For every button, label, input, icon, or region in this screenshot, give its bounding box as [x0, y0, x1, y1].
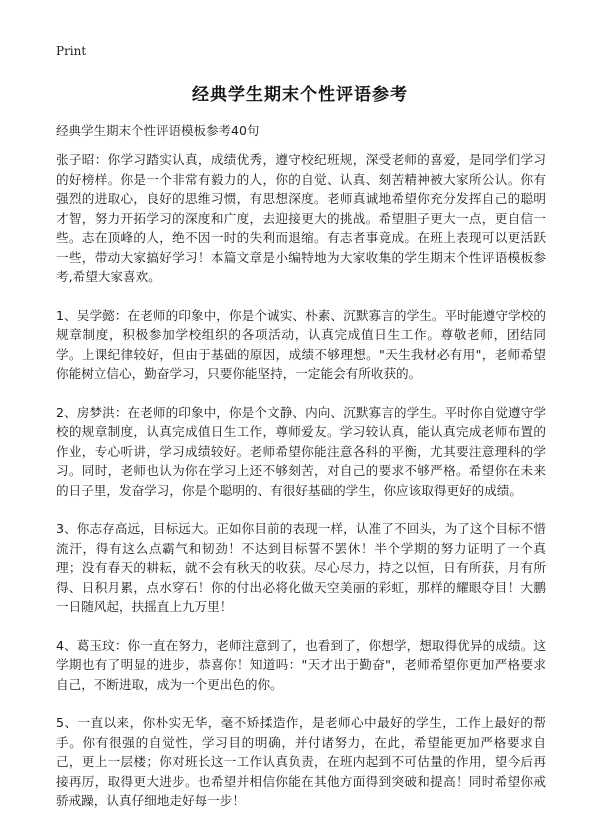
paragraph-4: 4、葛玉玟：你一直在努力，老师注意到了，也看到了，你想学，想取得优异的成绩。这学期也有了明显的进步，恭喜你！知道吗："天才出于勤奋"，老师希望你更加严格要求自己，不断进取，成为一个更出色的你。 — [56, 637, 546, 692]
paragraph-2: 2、房梦洪：在老师的印象中，你是个文静、内向、沉默寡言的学生。平时你自觉遵守学校的规章制度，认真完成值日生工作，尊师爱友。学习较认真，能认真完成老师布置的作业，专心听讲，学习成绩较好。老师希望你能注意各科的平衡，尤其要注意理科的学习。同时，老师也认为你在学习上还不够刻苦，对自己的要求不够严格。希望你在未来的日子里，发奋学习，你是个聪明的、有很好基础的学生，你应该取得更好的成绩。 — [56, 404, 546, 498]
paragraph-5: 5、一直以来，你朴实无华，毫不矫揉造作，是老师心中最好的学生，工作上最好的帮手。你有很强的自觉性，学习目的明确，并付诸努力，在此，希望能更加严格要求自己，更上一层楼；你对班长这一工作认真负责，在班内起到不可估量的作用，望今后再接再厉，取得更大进步。也希望并相信你能在其他方面得到突破和提高！同时希望你戒骄戒躁，认真仔细地走好每一步！ — [56, 715, 546, 808]
page-title: 经典学生期末个性评语参考 — [192, 85, 408, 105]
article-body — [56, 150, 546, 830]
paragraph-1: 1、吴学懿：在老师的印象中，你是个诚实、朴素、沉默寡言的学生。平时能遵守学校的规章制度，积极参加学校组织的各项活动，认真完成值日生工作。尊敬老师，团结同学。上课纪律较好，但由于基础的原因，成绩不够理想。"天生我材必有用"，老师希望你能树立信心，勤奋学习，只要你能坚持，一定能会有所收获的。 — [56, 307, 546, 381]
paragraph-3: 3、你志存高远，目标远大。正如你目前的表现一样，认准了不回头，为了这个目标不惜流汗，得有这么点霸气和韧劲！不达到目标誓不罢休！半个学期的努力证明了一个真理；没有春天的耕耘，就不会有秋天的收获。尽心尽力，持之以恒，日有所获，月有所得、日积月累，点水穿石！你的付出必将化做天空美丽的彩虹，那样的耀眼夺目！大鹏一日随风起，扶摇直上九万里！ — [56, 521, 546, 614]
print-link[interactable]: Print — [56, 44, 87, 58]
paragraph-intro: 张子昭：你学习踏实认真，成绩优秀，遵守校纪班规，深受老师的喜爱，是同学们学习的好榜样。你是一个非常有毅力的人，你的自觉、认真、刻苦精神被大家所公认。你有强烈的进取心，良好的思维习惯，有思想深度。老师真诚地希望你充分发挥自己的聪明才智，努力开拓学习的深度和广度，去迎接更大的挑战。希望胆子更大一点，更自信一些。志在顶峰的人，绝不因一时的失利而退缩。有志者事竟成。在班上表现可以更活跃一些，带动大家搞好学习！本篇文章是小编特地为大家收集的学生期末个性评语模板参考,希望大家喜欢。 — [56, 152, 546, 284]
page-subtitle: 经典学生期末个性评语模板参考40句 — [56, 123, 260, 138]
